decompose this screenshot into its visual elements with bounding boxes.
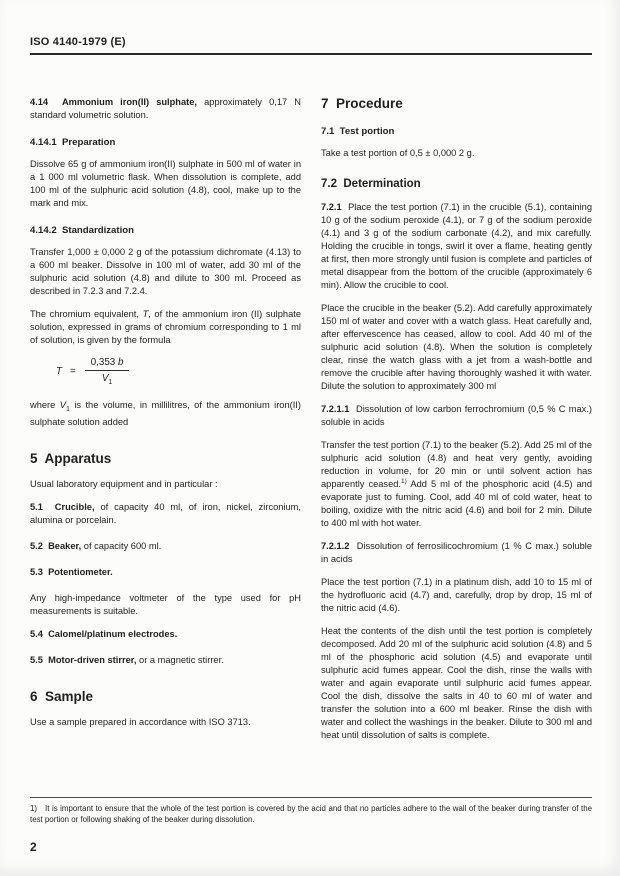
clause-5-2 <box>30 540 301 553</box>
header-rule <box>30 53 592 55</box>
clause-7-2-1-1 <box>321 403 592 429</box>
right-column <box>321 96 592 752</box>
where-text-pre: where <box>30 399 60 410</box>
formula-numerator <box>85 357 130 371</box>
paragraph-where-definition <box>30 399 301 429</box>
heading-4-14-2: 4.14.2 Standardization <box>30 225 134 236</box>
clause-5-3-label: 5.3 Potentiometer. <box>30 566 113 577</box>
paragraph-5-intro: Usual laboratory equipment and in particular : <box>30 478 218 489</box>
equiv-text-post: , of the ammonium iron (II) sulphate solution, expressed in grams of chromium corresponding to 1 ml of solution, is given by the formula <box>30 309 301 345</box>
paragraph-7-1: Take a test portion of 0,5 ± 0,000 2 g. <box>321 148 475 158</box>
formula-lhs: T <box>56 365 62 377</box>
paragraph-7-2-1-2-body-a: Place the test portion (7.1) in a platinum dish, add 10 to 15 ml of the hydrofluoric acid (4.7) and, carefully, drop by drop, 15 ml of the nitric acid (4.6). <box>321 577 592 613</box>
clause-5-3 <box>30 566 301 579</box>
equiv-text-pre: The chromium equivalent, <box>30 309 143 319</box>
clause-4-14 <box>30 96 301 122</box>
paragraph-7-2-1-1-post: Add 5 ml of the phosphoric acid (4.5) and evaporate just to fuming. Cool, add 40 ml of cold water, heat to boiling, oxidize with the nitric acid (4.6) and boil for 2 min. Dilute to 400 ml with hot water. <box>321 479 592 528</box>
formula-denominator <box>102 371 112 386</box>
paragraph-7-2-1-1-pre: Transfer the test portion (7.1) to the beaker (5.2). Add 25 ml of the sulphuric acid solution (4.8) and heat very gently, avoiding reduction in volume, for 20 min or until solvent action has apparently ceased. <box>321 440 592 489</box>
clause-7-2-1-2-text: Dissolution of ferrosilicochromium (1 % C max.) soluble in acids <box>321 541 592 564</box>
footnote-1-text: It is important to ensure that the whole of the test portion is covered by the acid and that no particles adhere to the wall of the beaker during transfer of the test portion or following shaking of the beaker during dissolution. <box>30 804 592 824</box>
clause-7-2-1-2-label: 7.2.1.2 <box>321 541 354 551</box>
footnote-1-marker: 1) <box>30 804 38 813</box>
document-reference: ISO 4140-1979 (E) <box>30 36 126 48</box>
paragraph-7-2-1-2-body-b: Heat the contents of the dish until the test portion is completely decomposed. Add 20 ml of the sulphuric acid solution (4.8) and 5 ml of the phosphoric acid solution (4.5) and evaporate until sulphuric acid fumes appear. Cool the dish, rinse the walls with water and again evaporate until sulphuric acid fumes appear. Cool the dish, dissolve the salts in 40 to 60 ml of water and transfer the solution into a 600 ml beaker. Rinse the dish with water and collect the washings in the beaker. Dilute to 300 ml and heat until dissolution of salts is complete. <box>321 626 592 740</box>
page-header <box>30 36 592 55</box>
clause-5-4 <box>30 628 301 641</box>
clause-7-2-1 <box>321 201 592 292</box>
heading-section-6-sample: 6 Sample <box>30 688 94 704</box>
footnote-area <box>30 797 592 825</box>
heading-4-14-1: 4.14.1 Preparation <box>30 137 116 148</box>
left-column <box>30 96 301 752</box>
heading-7-1: 7.1 Test portion <box>321 126 395 137</box>
paragraph-4-14-1: Dissolve 65 g of ammonium iron(II) sulphate in 500 ml of water in a 1 000 ml volumetric flask. When dissolution is complete, add 100 ml of the sulphuric acid solution (4.8), cool, make up to the mark and mix. <box>30 159 301 208</box>
heading-section-7-procedure: 7 Procedure <box>321 96 403 111</box>
clause-5-1 <box>30 501 301 527</box>
where-variable-subscript: 1 <box>65 405 70 413</box>
formula-numerator-value: 0,353 <box>90 357 118 368</box>
clause-5-1-label: 5.1 Crucible, <box>30 501 95 512</box>
where-text-post: is the volume, in millilitres, of the ammonium iron(II) sulphate solution added <box>30 399 301 427</box>
clause-7-2-1-text: Place the test portion (7.1) in the crucible (5.1), containing 10 g of the sodium peroxide (4.1), or 7 g of the sodium peroxide (4.1) and 3 g of the sodium carbonate (4.2), and mix carefully. Holding the crucible in tongs, swirl it over a flame, heating gently at first, then more strongly until fusion is complete and particles of metal disappear from the bottom of the crucible (approximately 6 min). Allow the crucible to cool. <box>321 202 592 290</box>
clause-5-2-text: of capacity 600 ml. <box>81 540 162 551</box>
paragraph-7-2-1-continued: Place the crucible in the beaker (5.2). Add carefully approximately 150 ml of water and cover with a watch glass. Heat carefully and, after effervescence has ceased, allow to cool. Add 40 ml of the sulphuric acid solution (4.8). When the solution is completely clear, rinse the watch glass with a jet from a wash-bottle and remove the crucible after having thoroughly washed it with water. Dilute the solution to approximately 300 ml <box>321 303 592 391</box>
page-content <box>30 96 592 752</box>
paragraph-4-14-2: Transfer 1,000 ± 0,000 2 g of the potassium dichromate (4.13) to a 600 ml beaker. Dissolve in 100 ml of water, add 30 ml of the sulphuric acid solution (4.8) and dilute to 300 ml. Proceed as described in 7.2.3 and 7.2.4. <box>30 247 301 296</box>
paragraph-7-2-1-1-body <box>321 439 592 530</box>
clause-5-2-label: 5.2 Beaker, <box>30 540 82 551</box>
clause-5-5 <box>30 654 301 667</box>
clause-5-1-text: of capacity 40 ml, of iron, nickel, zirconium, alumina or porcelain. <box>30 501 302 525</box>
page-number: 2 <box>30 840 37 854</box>
footnote-rule <box>30 797 592 798</box>
paragraph-chromium-equivalent <box>30 308 301 347</box>
heading-7-2: 7.2 Determination <box>321 178 421 190</box>
equiv-variable-T: T <box>142 309 149 319</box>
clause-5-5-text: or a magnetic stirrer. <box>136 654 224 665</box>
clause-4-14-label: 4.14 Ammonium iron(II) sulphate, <box>30 97 198 107</box>
formula-numerator-variable: b <box>117 357 124 368</box>
clause-4-14-text: approximately 0,17 N standard volumetric solution. <box>30 97 301 120</box>
footnote-reference-1: 1) <box>401 477 407 485</box>
clause-7-2-1-label: 7.2.1 <box>321 202 345 212</box>
clause-7-2-1-1-text: Dissolution of low carbon ferrochromium (0,5 % C max.) soluble in acids <box>321 404 592 427</box>
formula-equals-sign: = <box>69 365 76 377</box>
paragraph-5-3-note: Any high-impedance voltmeter of the type used for pH measurements is suitable. <box>30 592 301 616</box>
formula-denominator-subscript: 1 <box>108 378 113 386</box>
clause-7-2-1-1-label: 7.2.1.1 <box>321 404 353 414</box>
clause-5-5-label: 5.5 Motor-driven stirrer, <box>30 654 137 665</box>
clause-5-4-label: 5.4 Calomel/platinum electrodes. <box>30 628 178 639</box>
footnote-1 <box>30 804 592 825</box>
clause-7-2-1-2 <box>321 540 592 566</box>
heading-section-5-apparatus: 5 Apparatus <box>30 450 112 466</box>
formula-chromium-equivalent <box>56 357 301 386</box>
formula-fraction <box>85 357 130 386</box>
formula-denominator-variable: V <box>101 373 109 384</box>
paragraph-6-sample: Use a sample prepared in accordance with ISO 3713. <box>30 716 251 727</box>
where-variable-V: V <box>59 399 66 410</box>
